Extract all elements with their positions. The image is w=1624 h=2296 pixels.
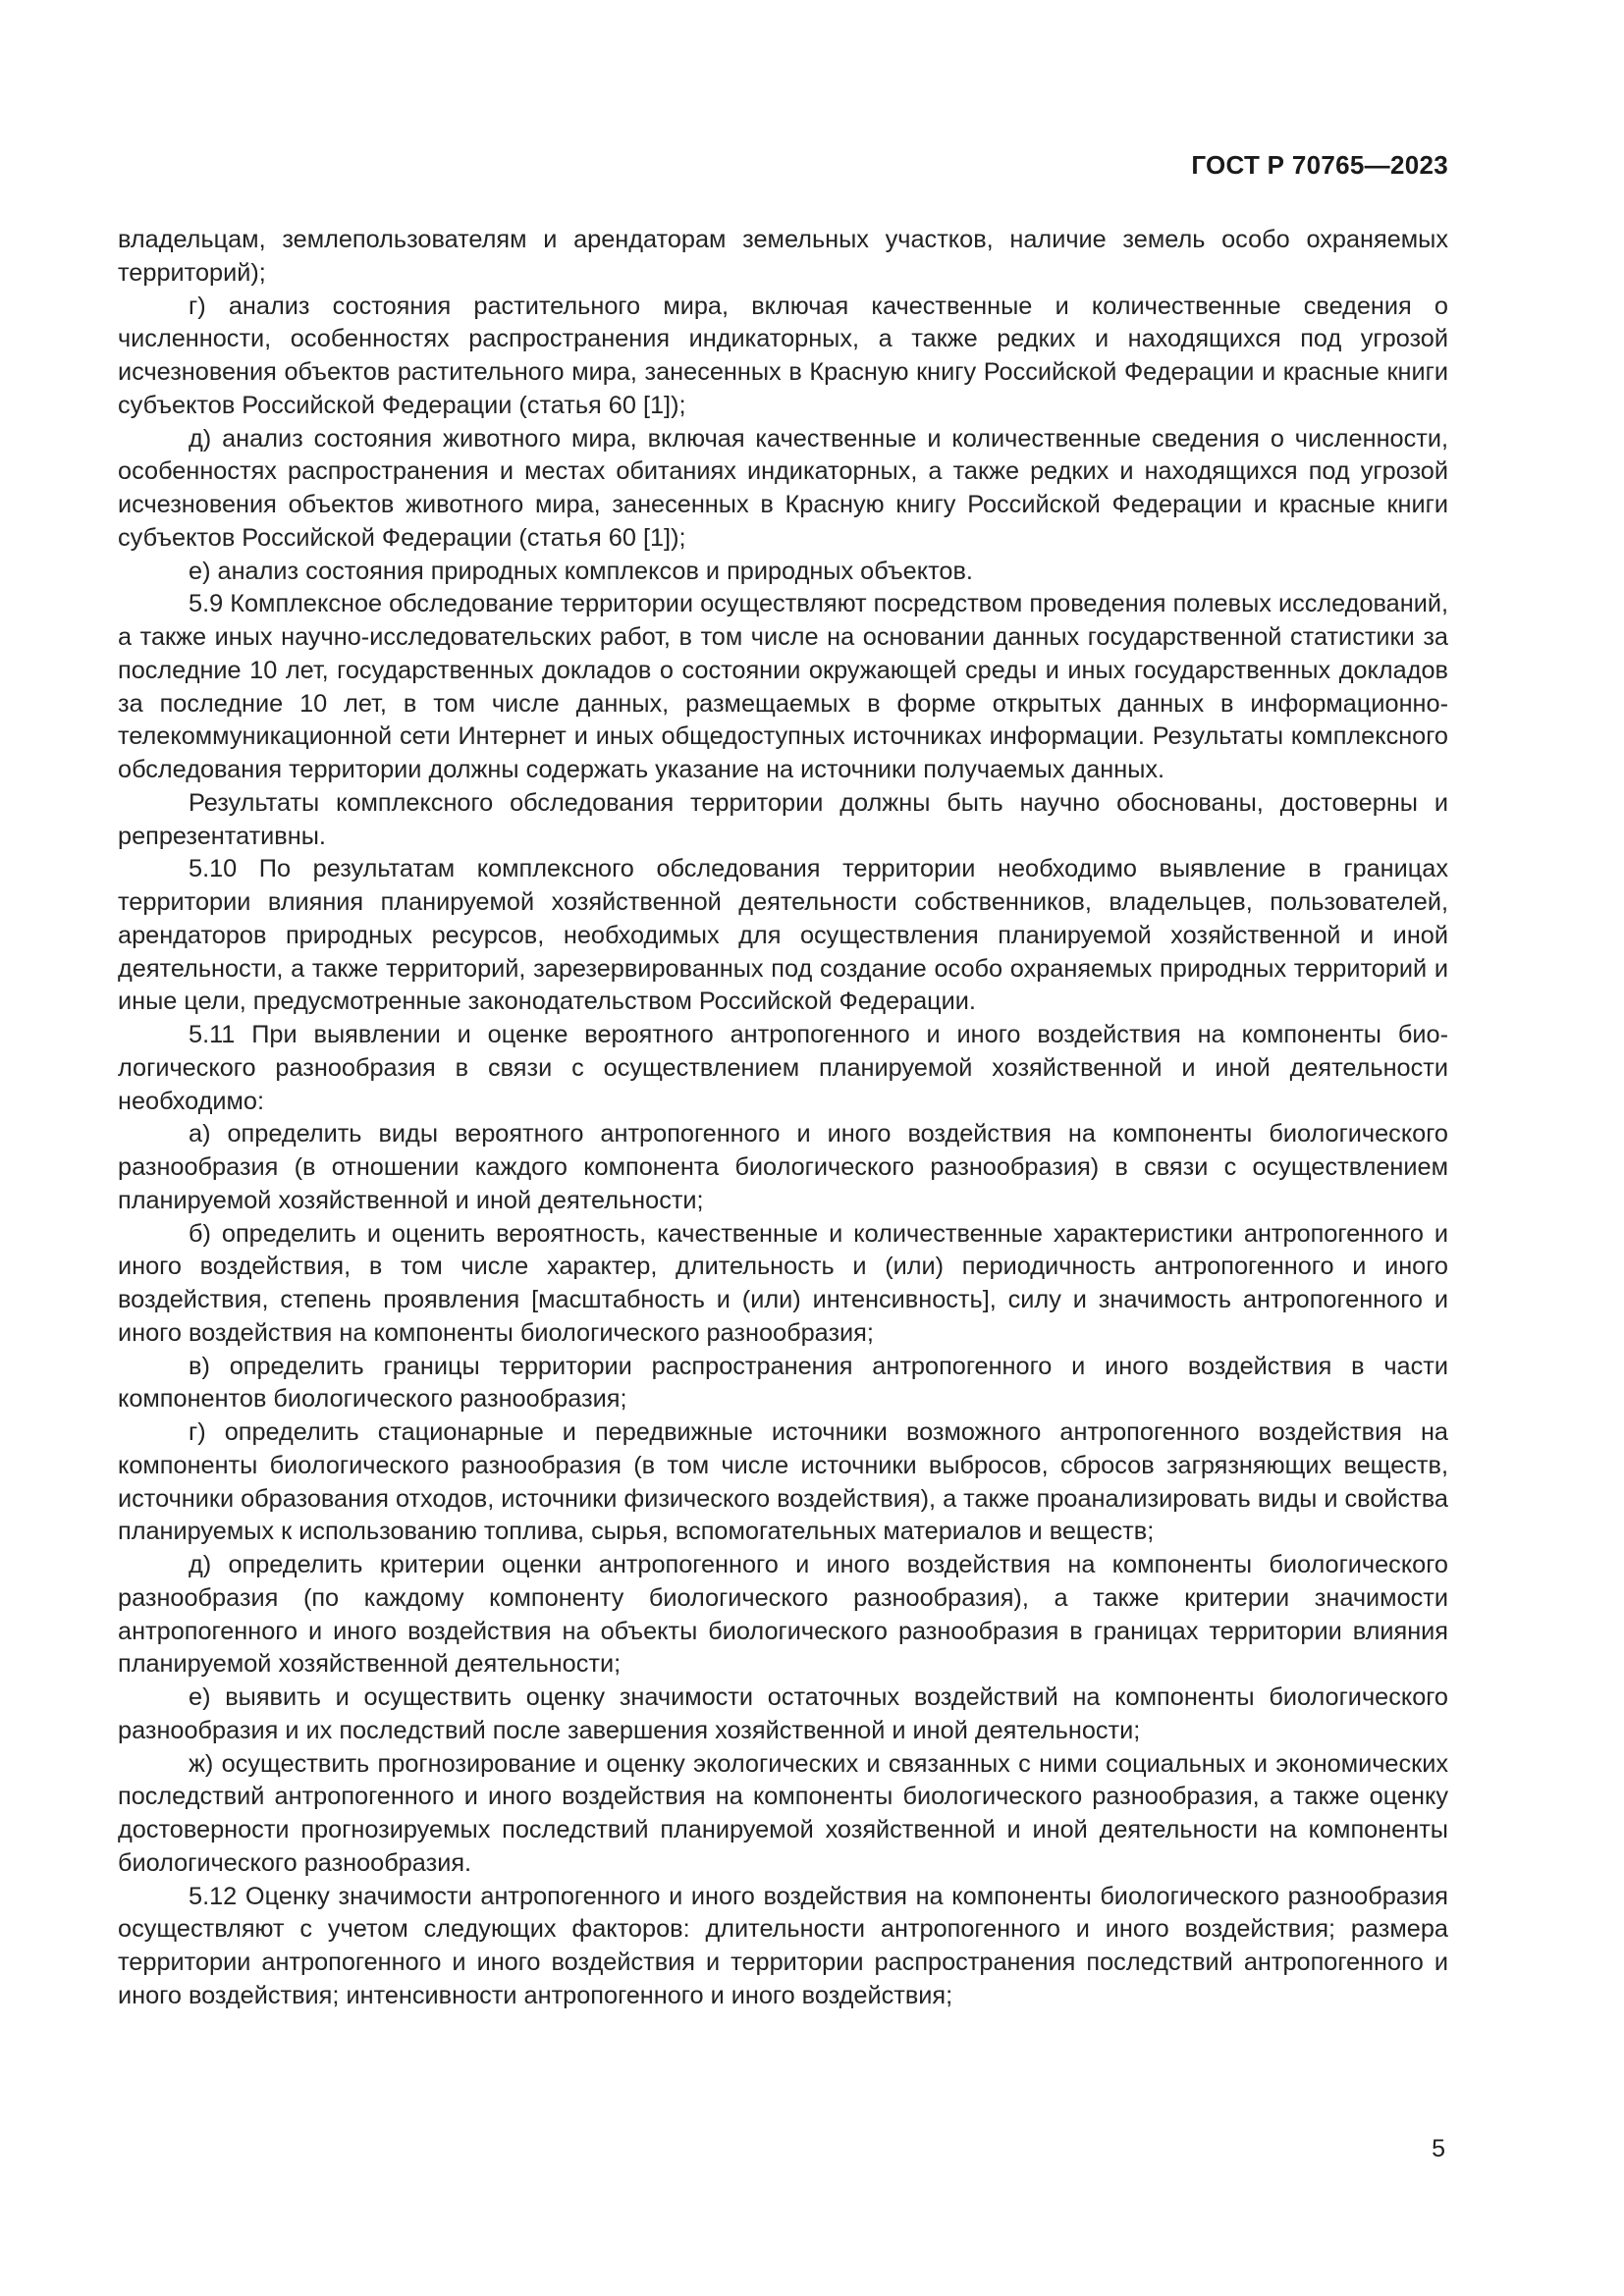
paragraph-5-11-zh: ж) осуществить прогнозирование и оценку экологических и связанных с ними социальных и экономических последствий антропогенного и иного воздействия на компоненты биологического разнообразия, а также оценку достоверности прогнозируемых последствий планируемой хозяйственной и иной деятельности на компоненты биологического разнообразия. (118, 1749, 1448, 1877)
paragraph-item-g-flora: г) анализ состояния растительного мира, включая качественные и количественные сведения о численности, особенностях распространения индикаторных, а также редких и находящихся под угрозой исчезновения объектов растительного мира, занесенных в Красную книгу Российской Федерации и красные книги субъектов Российской Федерации (статья 60 [1]); (118, 292, 1448, 419)
paragraph-5-11: 5.11 При выявлении и оценке вероятного антропогенного и иного воздействия на компоненты биологического разнообразия в связи с осуществлением планируемой хозяйственной и иной деятельности необходимо: (118, 1021, 1448, 1115)
paragraph-item-d-fauna: д) анализ состояния животного мира, включая качественные и количественные сведения о численности, особенностях распространения и местах обитаниях индикаторных, а также редких и находящихся под угрозой исчезновения объектов животного мира, занесенных в Красную книгу Российской Федерации и красные книги субъектов Российской Федерации (статья 60 [1]); (118, 424, 1448, 552)
paragraph-5-11-d: д) определить критерии оценки антропогенного и иного воздействия на компоненты биологического разнообразия (по каждому компоненту биологического разнообразия), а также критерии значимости антропогенного и иного воздействия на объекты биологического разнообразия в границах территории влияния планируемой хозяйственной деятельности; (118, 1551, 1448, 1679)
paragraph-5-11-v: в) определить границы территории распространения антропогенного и иного воздействия в части компонентов биологического разнообразия; (118, 1352, 1448, 1414)
page-number: 5 (1432, 2135, 1445, 2163)
paragraph-item-e-complexes: е) анализ состояния природных комплексов и природных объектов. (189, 557, 973, 585)
paragraph-5-11-b: б) определить и оценить вероятность, качественные и количественные характеристики антропогенного и иного воздействия, в том числе характер, длительность и (или) периодичность антропогенного и иного воздействия, степень проявления [масштабность и (или) интенсивность], силу и значимость антропогенного и иного воздействия на компоненты биологического разнообразия; (118, 1219, 1448, 1347)
paragraph-continuation: владельцам, землепользователям и арендаторам земельных участков, наличие земель особо охраняемых территорий); (118, 226, 1448, 287)
paragraph-5-12: 5.12 Оценку значимости антропогенного и иного воздействия на компоненты биологического разнообразия осуществляют с учетом следующих факторов: длительности антропогенного и иного воздействия; размера территории антропогенного и иного воздействия и территории распространения последствий антропогенного и иного воздействия; интенсивности антропогенного и иного воздействия; (118, 1882, 1448, 2009)
paragraph-5-11-g: г) определить стационарные и передвижные источники возможного антропогенного воздействия на компоненты биологического разнообразия (в том числе источники выбросов, сбросов загрязняющих веществ, источники образования отходов, источники физического воздействия), а также проанализировать виды и свойства планируемых к использованию топлива, сырья, вспомогательных материалов и веществ; (118, 1418, 1448, 1546)
document-code-header: ГОСТ Р 70765—2023 (1191, 150, 1448, 180)
paragraph-5-9: 5.9 Комплексное обследование территории осуществляют посредством проведения полевых исследований, а также иных научно-исследовательских работ, в том числе на основании данных государственной статистики за последние 10 лет, государственных докладов о состоянии окружающей среды и иных государственных докладов за последние 10 лет, в том числе данных, размещаемых в форме открытых данных в информационно-телекоммуникационной сети Интернет и иных общедоступных источниках информации. Результаты комплексного обследования территории должны содержать указание на источники получаемых данных. (118, 590, 1448, 783)
document-body (118, 224, 1448, 2013)
paragraph-5-9-results: Результаты комплексного обследования территории должны быть научно обоснованы, достоверны и репрезентативны. (118, 788, 1448, 850)
paragraph-5-11-a: а) определить виды вероятного антропогенного и иного воздействия на компоненты биологического разнообразия (в отношении каждого компонента биологического разнообразия) в связи с осуществлением планируемой хозяйственной и иной деятельности; (118, 1120, 1448, 1214)
paragraph-5-11-e: е) выявить и осуществить оценку значимости остаточных воздействий на компоненты биологического разнообразия и их последствий после завершения хозяйственной и иной деятельности; (118, 1683, 1448, 1744)
paragraph-5-10: 5.10 По результатам комплексного обследования территории необходимо выявление в границах территории влияния планируемой хозяйственной деятельности собственников, владельцев, пользователей, арендаторов природных ресурсов, необходимых для осуществления планируемой хозяйственной и иной деятельности, а также территорий, зарезервированных под создание особо охраняемых природных территорий и иные цели, предусмотренные законодательством Российской Федерации. (118, 855, 1448, 1016)
